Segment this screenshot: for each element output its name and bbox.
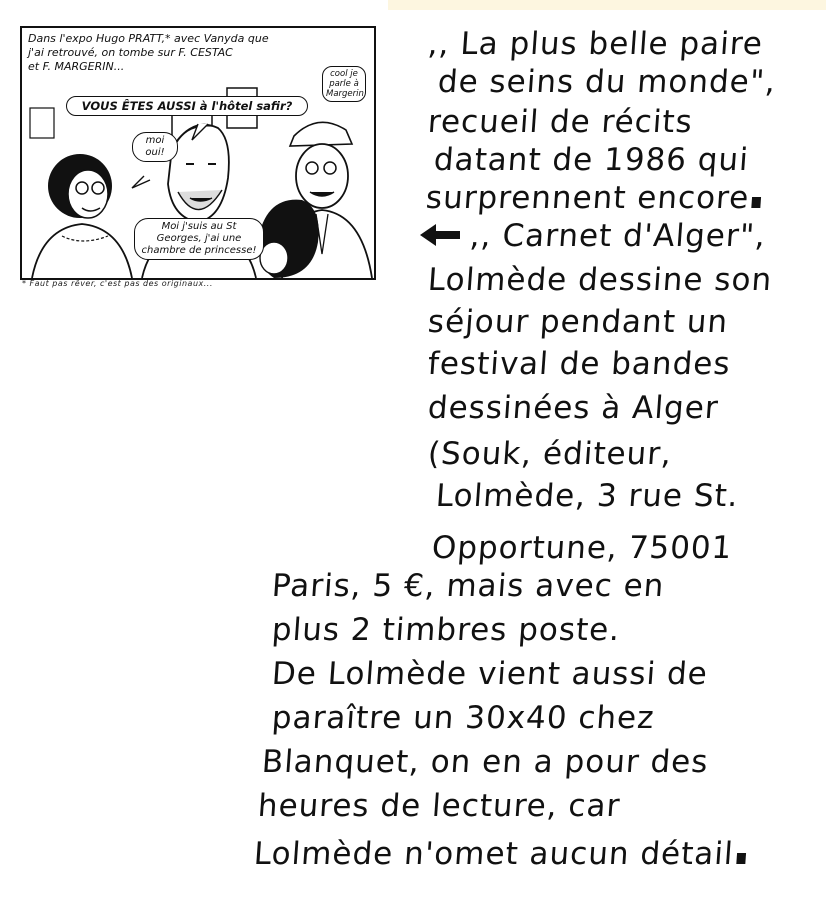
- end-square-icon: [736, 853, 746, 864]
- text-line-20-text: Lolmède n'omet aucun détail: [252, 836, 735, 872]
- comic-caption-line-1: Dans l'expo Hugo PRATT,* avec Vanyda que: [28, 32, 269, 45]
- text-line-5-text: surprennent encore: [424, 180, 751, 216]
- text-line-4: datant de 1986 qui: [432, 142, 751, 178]
- text-line-14: Paris, 5 €, mais avec en: [270, 568, 666, 604]
- text-line-19: heures de lecture, car: [256, 788, 622, 824]
- text-line-13: Opportune, 75001: [430, 530, 734, 566]
- comic-panel: [20, 26, 376, 280]
- end-square-icon: [752, 197, 762, 208]
- text-line-17: paraître un 30x40 chez: [270, 700, 656, 736]
- text-line-8: séjour pendant un: [426, 304, 730, 340]
- speech-bubble-hotel: VOUS ÊTES AUSSI à l'hôtel safir?: [66, 96, 308, 116]
- text-line-1: ,, La plus belle paire: [426, 26, 765, 62]
- comic-caption-line-2: j'ai retrouvé, on tombe sur F. CESTAC: [28, 46, 233, 59]
- woman-left-figure: [32, 154, 132, 278]
- text-line-2: de seins du monde",: [436, 64, 778, 100]
- text-line-20: [253, 836, 747, 872]
- text-line-15: plus 2 timbres poste.: [270, 612, 622, 648]
- speech-bubble-margerin: cool je parle à Margerin: [322, 66, 366, 102]
- top-strip: [388, 0, 826, 10]
- speech-bubble-moi-oui: moi oui!: [132, 132, 178, 162]
- comic-caption: [28, 32, 370, 74]
- text-line-3: recueil de récits: [426, 104, 694, 140]
- comic-caption-line-3: et F. MARGERIN...: [28, 60, 125, 73]
- text-line-5: [425, 180, 763, 216]
- text-line-7: Lolmède dessine son: [426, 262, 774, 298]
- speech-bubble-st-georges: Moi j'suis au St Georges, j'ai une chambre de princesse!: [134, 218, 264, 260]
- arrow-left-icon: [418, 222, 462, 248]
- text-line-10: dessinées à Alger: [426, 390, 720, 426]
- text-line-16: De Lolmède vient aussi de: [270, 656, 710, 692]
- text-line-6: ,, Carnet d'Alger",: [468, 218, 768, 254]
- comic-footnote: * Faut pas rêver, c'est pas des originaux...: [22, 279, 213, 288]
- text-line-9: festival de bandes: [426, 346, 732, 382]
- text-line-11: (Souk, éditeur,: [426, 436, 674, 472]
- text-line-18: Blanquet, on en a pour des: [260, 744, 710, 780]
- text-line-12: Lolmède, 3 rue St.: [434, 478, 740, 514]
